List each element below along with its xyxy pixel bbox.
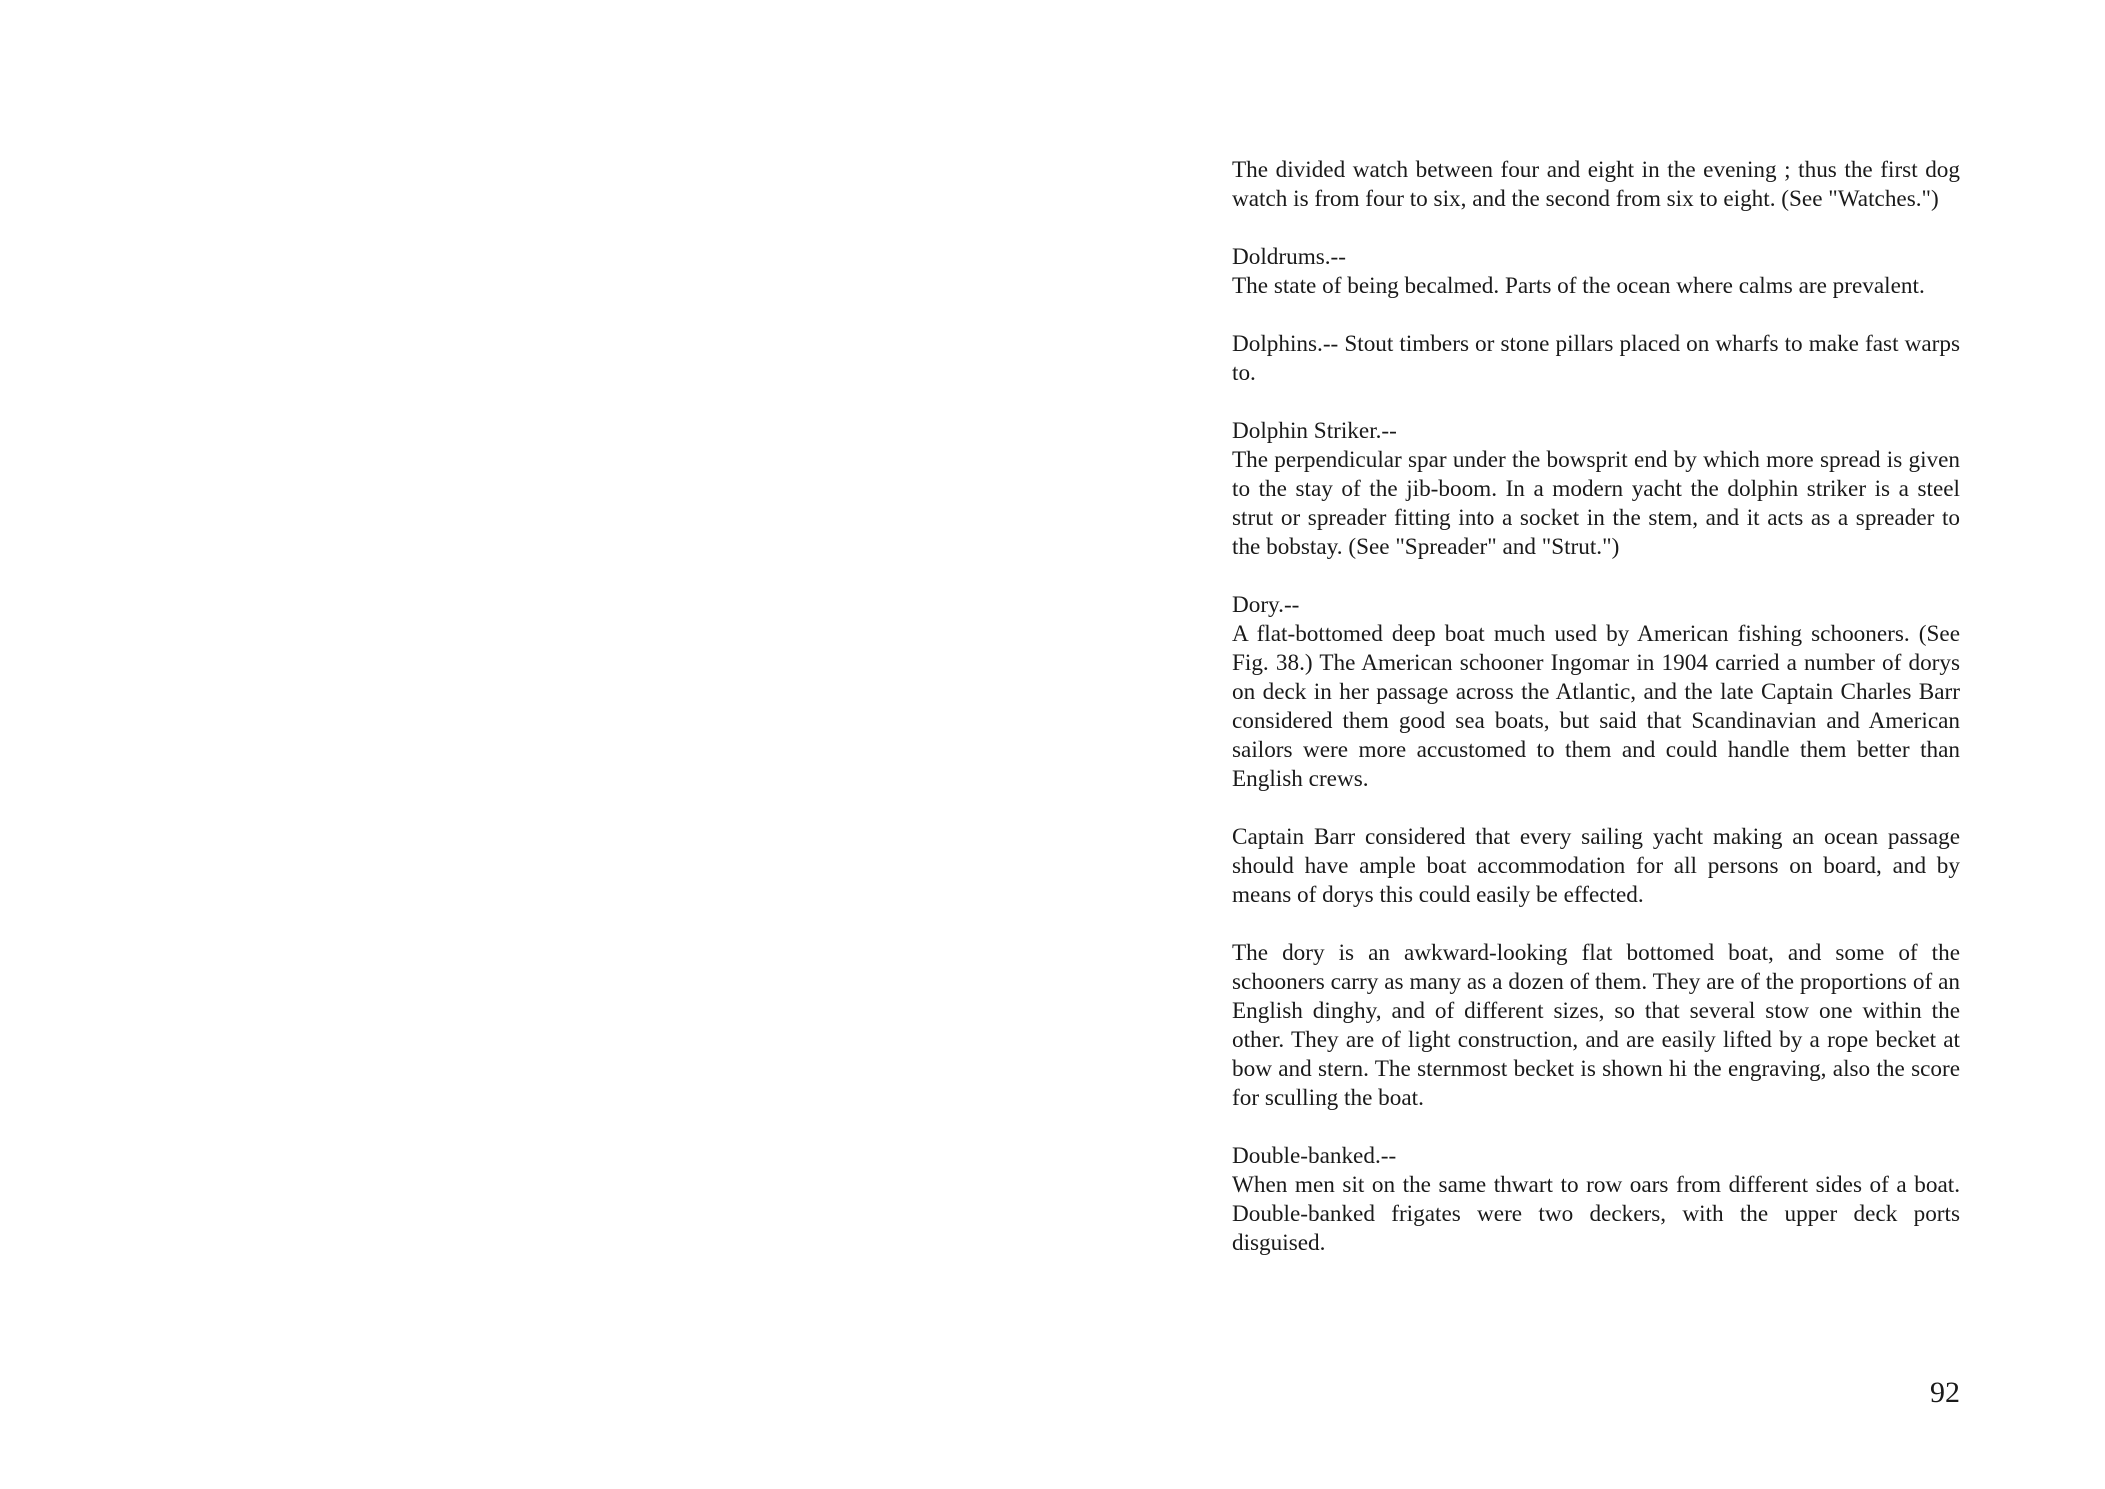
text-column [1232,156,1960,1258]
paragraph-dory-description [1232,939,1960,1113]
paragraph-double-banked [1232,1142,1960,1258]
entry-heading: Doldrums.-- [1232,244,1346,270]
page-number: 92 [1930,1376,1960,1409]
entry-heading: Double-banked.-- [1232,1143,1397,1169]
paragraph-text: The divided watch between four and eight in the evening ; thus the first dog watch is from four to six, and the second from six to eight. (See "Watches.") [1232,157,1960,212]
paragraph-text: The perpendicular spar under the bowsprit end by which more spread is given to the stay of the jib-boom. In a modern yacht the dolphin striker is a steel strut or spreader fitting into a socket in the stem, and it acts as a spreader to the bobstay. (See "Spreader" and "Strut.") [1232,447,1960,560]
paragraph-dog-watch [1232,156,1960,214]
paragraph-dolphin-striker [1232,417,1960,562]
paragraph-captain-barr [1232,823,1960,910]
paragraph-text: When men sit on the same thwart to row oars from different sides of a boat. Double-banked frigates were two deckers, with the upper deck ports disguised. [1232,1172,1960,1256]
paragraph-text: The state of being becalmed. Parts of the ocean where calms are prevalent. [1232,273,1925,299]
paragraph-dory [1232,591,1960,794]
paragraph-text: Captain Barr considered that every sailing yacht making an ocean passage should have ample boat accommodation for all persons on board, and by means of dorys this could easily be effected. [1232,824,1960,908]
paragraph-text: Dolphins.-- Stout timbers or stone pillars placed on wharfs to make fast warps to. [1232,331,1960,386]
paragraph-text: A flat-bottomed deep boat much used by American fishing schooners. (See Fig. 38.) The American schooner Ingomar in 1904 carried a number of dorys on deck in her passage across the Atlantic, and the late Captain Charles Barr considered them good sea boats, but said that Scandinavian and American sailors were more accustomed to them and could handle them better than English crews. [1232,621,1960,792]
entry-heading: Dory.-- [1232,592,1300,618]
paragraph-doldrums [1232,243,1960,301]
paragraph-text: The dory is an awkward-looking flat bottomed boat, and some of the schooners carry as many as a dozen of them. They are of the proportions of an English dinghy, and of different sizes, so that several stow one within the other. They are of light construction, and are easily lifted by a rope becket at bow and stern. The sternmost becket is shown hi the engraving, also the score for sculling the boat. [1232,940,1960,1111]
paragraph-dolphins [1232,330,1960,388]
entry-heading: Dolphin Striker.-- [1232,418,1397,444]
